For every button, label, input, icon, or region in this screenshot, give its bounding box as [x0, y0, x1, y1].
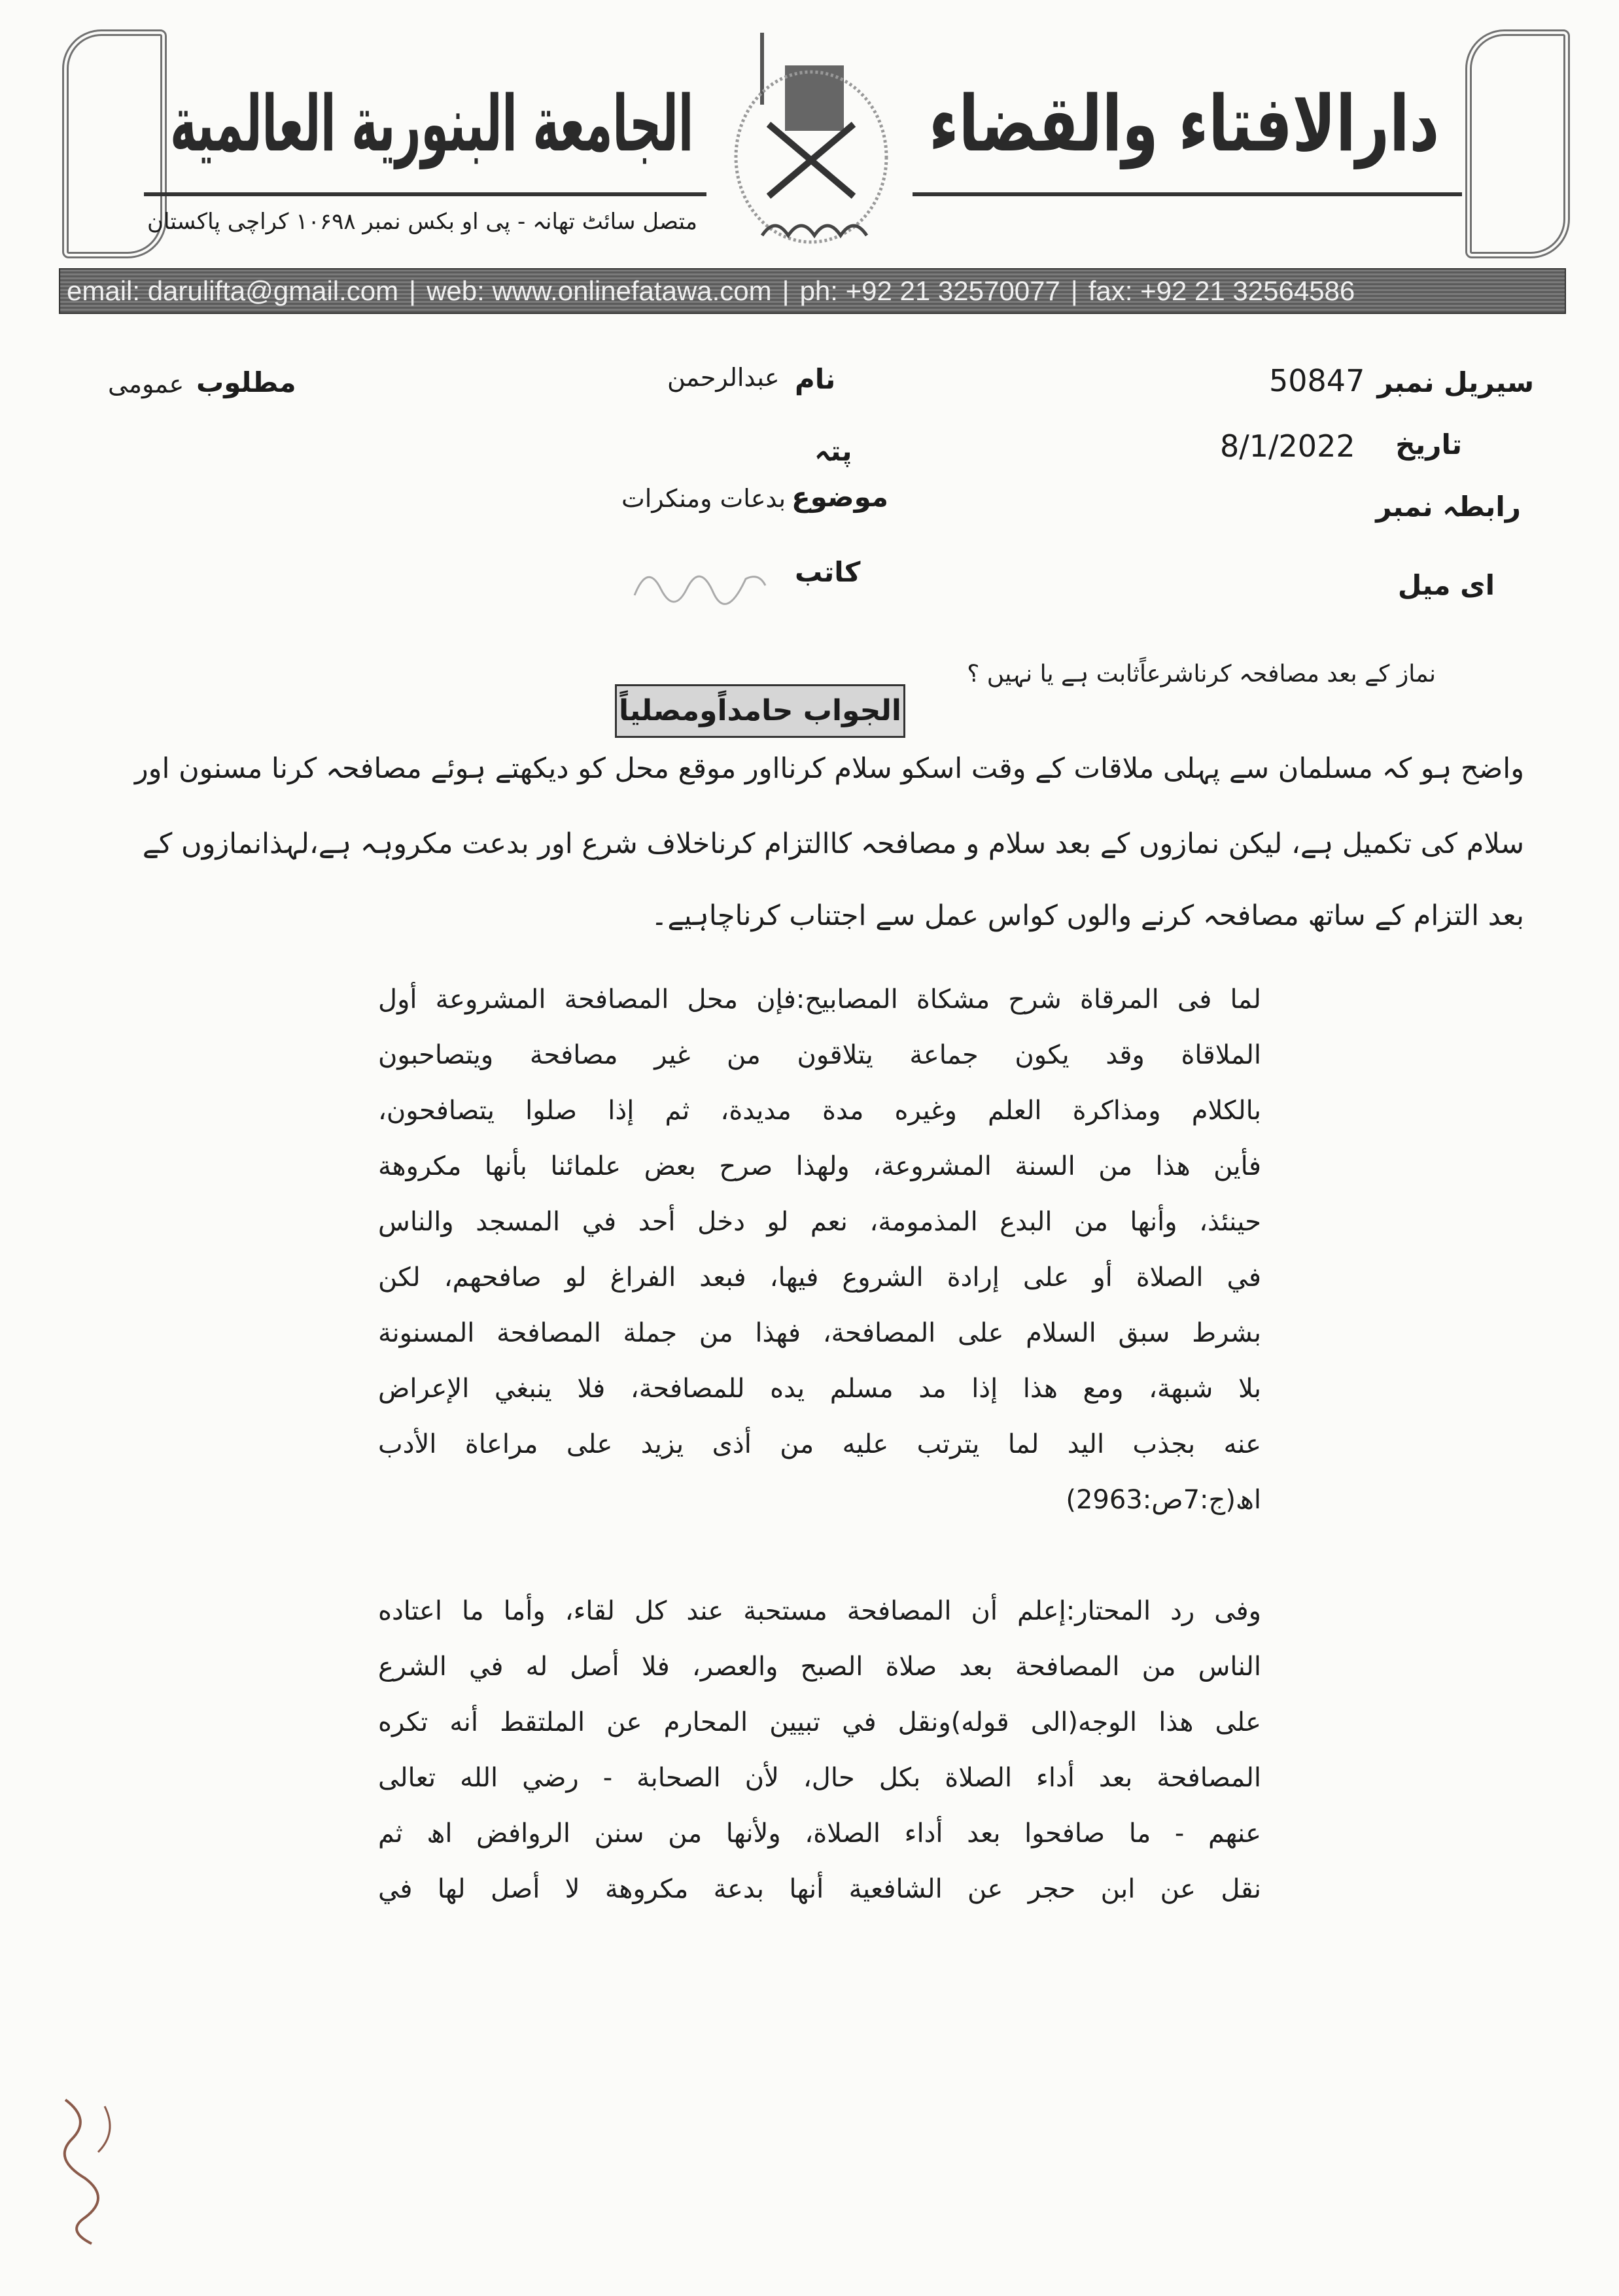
name-label: نام — [795, 363, 836, 395]
date-value: 8/1/2022 — [1220, 428, 1355, 464]
arabic-quote-line: لما فى المرقاة شرح مشكاة المصابيح:فإن محل المصافحة المشروعة أول — [378, 984, 1261, 1015]
arabic-quote-line: حينئذ، وأنها من البدع المذمومة، نعم لو دخل أحد في المسجد والناس — [378, 1207, 1261, 1237]
serial-number-value: 50847 — [1269, 363, 1365, 398]
urdu-answer-line: سلام کی تکمیل ہے، لیکن نمازوں کے بعد سلام و مصافحہ کاالتزام کرناخلاف شرع اور بدعت مکروہہ ہے،لہذانمازوں کے — [142, 827, 1524, 860]
arabic-quote-line: بشرط سبق السلام على المصافحة، فهذا من جملة المصافحة المسنونة — [378, 1318, 1261, 1348]
writer-label: کاتب — [795, 556, 861, 588]
urdu-answer-line: بعد التزام کے ساتھ مصافحہ کرنے والوں کواس عمل سے اجتناب کرناچاہیے۔ — [651, 899, 1524, 932]
separator: | — [782, 275, 790, 306]
emblem-logo — [723, 26, 899, 249]
question-text: نماز کے بعد مصافحہ کرناشرعاًثابت ہے یا نہیں ؟ — [967, 661, 1436, 687]
required-label: مطلوب — [196, 366, 296, 398]
institution-name-box — [170, 78, 693, 183]
arabic-quote-line: عنه بجذب اليد لما يترتب عليه من أذى يزيد على مراعاة الأدب — [378, 1429, 1261, 1459]
serial-number-label: سیریل نمبر — [1377, 366, 1534, 398]
institution-name: الجامعة البنورية العالمية — [169, 78, 693, 169]
urdu-answer-line: واضح ہو کہ مسلمان سے پہلی ملاقات کے وقت اسکو سلام کرنااور موقع محل کو دیکھتے ہوئے مصافحہ کرنا مسنون اور — [134, 752, 1524, 785]
separator: | — [409, 275, 417, 306]
header-rule-left — [144, 192, 706, 196]
email-label: ای میل — [1397, 569, 1495, 601]
arabic-quote-line: الناس من المصافحة بعد صلاة الصبح والعصر، فلا أصل له في الشرع — [378, 1652, 1261, 1682]
arabic-quote-line: الملاقاة وقد يكون جماعة يتلاقون من غير مصافحة ويتصاحبون — [378, 1040, 1261, 1070]
arabic-quote-line: المصافحة بعد أداء الصلاة بكل حال، لأن الصحابة - رضي الله تعالى — [378, 1763, 1261, 1793]
date-label: تاریخ — [1395, 428, 1462, 461]
separator: | — [1070, 275, 1078, 306]
required-value: عمومی — [108, 370, 184, 398]
corner-ornament-right — [1465, 29, 1570, 258]
writer-signature — [628, 556, 772, 608]
arabic-quote-line: بلا شبهة، ومع هذا إذا مد مسلم يده للمصافحة، فلا ينبغي الإعراض — [378, 1374, 1261, 1404]
arabic-quote-line: في الصلاة أو على إرادة الشروع فيها، فبعد الفراغ لو صافحهم، لكن — [378, 1262, 1261, 1293]
subject-label: موضوع — [792, 481, 888, 513]
contact-email: email: darulifta@gmail.com — [67, 275, 399, 306]
contact-fax: fax: +92 21 32564586 — [1088, 275, 1355, 306]
arabic-quote-line: على هذا الوجه(الى قوله)ونقل في تبيين المحارم عن الملتقط أنه تكره — [378, 1707, 1261, 1737]
department-name-box — [929, 78, 1439, 183]
arabic-quote-line: نقل عن ابن حجر عن الشافعية أنها بدعة مكروهة لا أصل لها في — [378, 1874, 1261, 1904]
arabic-quote-line: بالكلام ومذاكرة العلم وغيره مدة مديدة، ثم إذا صلوا يتصافحون، — [378, 1096, 1261, 1126]
contact-number-label: رابطہ نمبر — [1376, 491, 1521, 523]
address-label: پتہ — [814, 435, 852, 467]
contact-bar — [59, 268, 1566, 314]
contact-website: web: www.onlinefatawa.com — [427, 275, 772, 306]
postal-address: متصل سائٹ تھانہ - پی او بکس نمبر ۱۰۶۹۸ کراچی پاکستان — [147, 209, 698, 235]
answer-heading: الجواب حامداًومصلياً — [615, 684, 905, 738]
contact-phone: ph: +92 21 32570077 — [799, 275, 1060, 306]
subject-value: بدعات ومنکرات — [621, 484, 786, 513]
arabic-quote-reference: اھ(ج:7ص:2963) — [1066, 1485, 1261, 1515]
arabic-quote-line: وفى رد المحتار:إعلم أن المصافحة مستحبة عند كل لقاء، وأما ما اعتاده — [378, 1596, 1261, 1626]
arabic-quote-line: فأين هذا من السنة المشروعة، ولهذا صرح بعض علمائنا بأنها مكروهة — [378, 1151, 1261, 1181]
header-rule-right — [913, 192, 1462, 196]
name-value: عبدالرحمن — [667, 363, 780, 392]
handwritten-margin-note — [39, 2093, 137, 2250]
arabic-quote-line: عنهم - ما صافحوا بعد أداء الصلاة، ولأنها من سنن الروافض اھ ثم — [378, 1818, 1261, 1849]
department-name: دارالافتاء والقضاء — [928, 78, 1439, 169]
